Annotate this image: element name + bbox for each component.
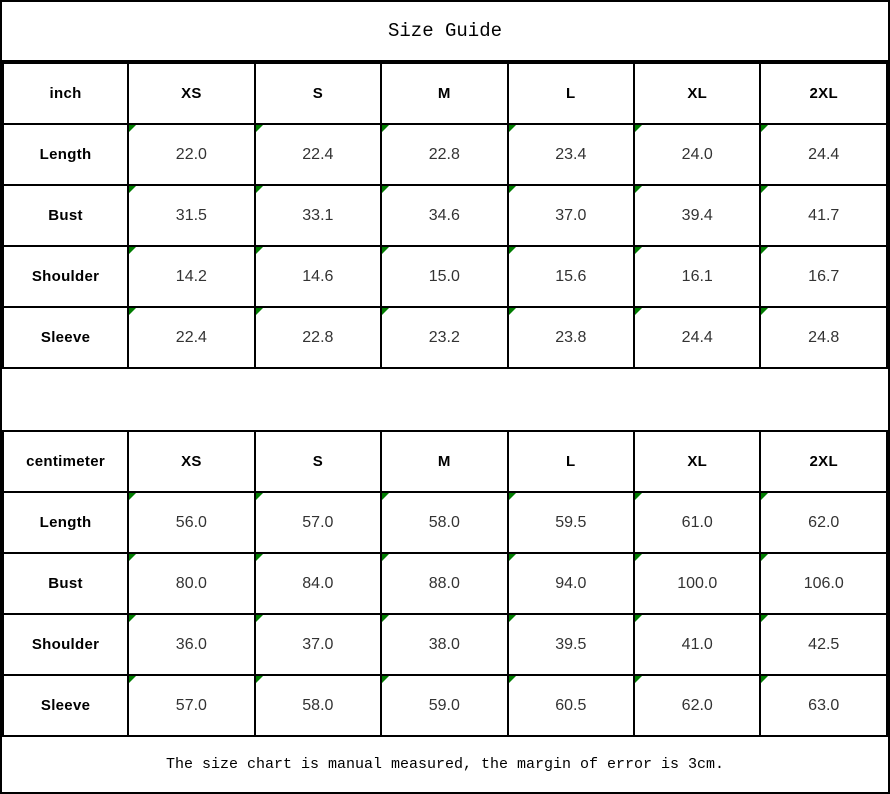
size-value: 39.4 <box>681 206 713 224</box>
size-header-cell: XS <box>128 431 254 492</box>
spacer-row <box>2 369 888 430</box>
comment-marker-icon <box>256 125 263 132</box>
table-row <box>3 553 887 614</box>
measurement-label-cell: Bust <box>3 185 128 246</box>
comment-marker-icon <box>256 554 263 561</box>
size-value: 23.2 <box>428 328 460 346</box>
size-value: 15.0 <box>428 267 460 285</box>
comment-marker-icon <box>761 247 768 254</box>
size-header-cell: S <box>255 63 381 124</box>
size-value-cell <box>128 675 254 736</box>
comment-marker-icon <box>761 308 768 315</box>
size-value-cell <box>255 614 381 675</box>
unit-header-cell: inch <box>3 63 128 124</box>
size-value: 38.0 <box>428 635 460 653</box>
comment-marker-icon <box>382 186 389 193</box>
size-value-cell <box>381 307 507 368</box>
size-value-cell <box>634 675 760 736</box>
size-value: 24.4 <box>808 145 840 163</box>
comment-marker-icon <box>509 493 516 500</box>
comment-marker-icon <box>761 676 768 683</box>
size-value-cell <box>760 246 887 307</box>
comment-marker-icon <box>382 615 389 622</box>
size-value-cell <box>760 492 887 553</box>
size-value-cell <box>634 124 760 185</box>
size-value: 106.0 <box>803 574 844 592</box>
measurement-label-cell: Bust <box>3 553 128 614</box>
inch-size-table <box>2 62 888 369</box>
size-value: 14.2 <box>175 267 207 285</box>
size-value-cell <box>255 246 381 307</box>
size-value: 31.5 <box>175 206 207 224</box>
size-header-cell: M <box>381 431 507 492</box>
table-row <box>3 124 887 185</box>
table-row <box>3 307 887 368</box>
size-header-cell: 2XL <box>760 63 887 124</box>
footer-row <box>2 737 888 792</box>
size-value: 61.0 <box>681 513 713 531</box>
size-value-cell <box>760 185 887 246</box>
size-value: 23.8 <box>555 328 587 346</box>
size-value-cell <box>381 614 507 675</box>
size-value-cell <box>255 553 381 614</box>
size-value-cell <box>508 124 634 185</box>
measurement-label-cell: Length <box>3 124 128 185</box>
size-value: 84.0 <box>302 574 334 592</box>
centimeter-header-row <box>3 431 887 492</box>
size-value-cell <box>128 124 254 185</box>
size-value-cell <box>760 124 887 185</box>
size-value: 41.0 <box>681 635 713 653</box>
comment-marker-icon <box>761 493 768 500</box>
size-value: 36.0 <box>175 635 207 653</box>
comment-marker-icon <box>509 308 516 315</box>
size-value-cell <box>128 553 254 614</box>
size-value: 80.0 <box>175 574 207 592</box>
size-value: 22.8 <box>428 145 460 163</box>
comment-marker-icon <box>509 247 516 254</box>
size-value: 24.8 <box>808 328 840 346</box>
size-header-cell: M <box>381 63 507 124</box>
comment-marker-icon <box>256 493 263 500</box>
size-value: 59.5 <box>555 513 587 531</box>
measurement-label-cell: Sleeve <box>3 675 128 736</box>
comment-marker-icon <box>129 615 136 622</box>
size-value-cell <box>381 675 507 736</box>
size-value-cell <box>760 675 887 736</box>
measurement-label-cell: Shoulder <box>3 614 128 675</box>
size-value: 59.0 <box>428 696 460 714</box>
comment-marker-icon <box>382 125 389 132</box>
title-row <box>2 2 888 62</box>
unit-header-cell: centimeter <box>3 431 128 492</box>
table-row <box>3 246 887 307</box>
size-value-cell <box>508 492 634 553</box>
size-value: 16.1 <box>681 267 713 285</box>
comment-marker-icon <box>509 125 516 132</box>
comment-marker-icon <box>635 247 642 254</box>
size-value: 58.0 <box>428 513 460 531</box>
comment-marker-icon <box>129 676 136 683</box>
size-value-cell <box>381 553 507 614</box>
size-value: 58.0 <box>302 696 334 714</box>
size-value: 22.8 <box>302 328 334 346</box>
comment-marker-icon <box>635 125 642 132</box>
size-value-cell <box>508 614 634 675</box>
comment-marker-icon <box>256 308 263 315</box>
size-value: 41.7 <box>808 206 840 224</box>
size-value: 22.4 <box>175 328 207 346</box>
size-header-cell: XL <box>634 63 760 124</box>
comment-marker-icon <box>509 554 516 561</box>
comment-marker-icon <box>761 554 768 561</box>
table-row <box>3 675 887 736</box>
size-value-cell <box>634 614 760 675</box>
comment-marker-icon <box>509 676 516 683</box>
size-value-cell <box>634 553 760 614</box>
size-value-cell <box>255 307 381 368</box>
comment-marker-icon <box>761 615 768 622</box>
comment-marker-icon <box>256 247 263 254</box>
size-value: 39.5 <box>555 635 587 653</box>
comment-marker-icon <box>635 493 642 500</box>
size-value-cell <box>255 675 381 736</box>
inch-header-row <box>3 63 887 124</box>
measurement-label-cell: Sleeve <box>3 307 128 368</box>
size-value: 62.0 <box>808 513 840 531</box>
comment-marker-icon <box>635 676 642 683</box>
size-value: 63.0 <box>808 696 840 714</box>
size-value-cell <box>128 614 254 675</box>
size-value: 88.0 <box>428 574 460 592</box>
size-value: 16.7 <box>808 267 840 285</box>
size-value: 37.0 <box>302 635 334 653</box>
comment-marker-icon <box>129 186 136 193</box>
size-value-cell <box>128 307 254 368</box>
size-value-cell <box>760 614 887 675</box>
size-value-cell <box>128 185 254 246</box>
size-value-cell <box>760 307 887 368</box>
comment-marker-icon <box>635 186 642 193</box>
comment-marker-icon <box>129 554 136 561</box>
size-value: 57.0 <box>175 696 207 714</box>
size-value: 94.0 <box>555 574 587 592</box>
size-value: 22.4 <box>302 145 334 163</box>
table-row <box>3 492 887 553</box>
size-header-cell: 2XL <box>760 431 887 492</box>
table-row <box>3 614 887 675</box>
size-value-cell <box>634 246 760 307</box>
comment-marker-icon <box>382 554 389 561</box>
footer-note: The size chart is manual measured, the margin of error is 3cm. <box>165 756 725 773</box>
size-header-cell: XS <box>128 63 254 124</box>
table-row <box>3 185 887 246</box>
size-value-cell <box>128 246 254 307</box>
centimeter-size-table <box>2 430 888 737</box>
comment-marker-icon <box>382 308 389 315</box>
size-value-cell <box>508 246 634 307</box>
size-value: 22.0 <box>175 145 207 163</box>
comment-marker-icon <box>382 247 389 254</box>
size-value-cell <box>255 492 381 553</box>
page-title: Size Guide <box>387 20 503 42</box>
size-value: 24.0 <box>681 145 713 163</box>
size-header-cell: L <box>508 431 634 492</box>
comment-marker-icon <box>635 308 642 315</box>
comment-marker-icon <box>761 186 768 193</box>
size-value: 57.0 <box>302 513 334 531</box>
size-value: 14.6 <box>302 267 334 285</box>
size-value: 34.6 <box>428 206 460 224</box>
size-value-cell <box>634 492 760 553</box>
size-value: 15.6 <box>555 267 587 285</box>
size-value-cell <box>634 307 760 368</box>
size-value-cell <box>508 553 634 614</box>
measurement-label-cell: Length <box>3 492 128 553</box>
size-value-cell <box>381 492 507 553</box>
size-value: 42.5 <box>808 635 840 653</box>
size-value: 37.0 <box>555 206 587 224</box>
size-value-cell <box>381 124 507 185</box>
comment-marker-icon <box>635 615 642 622</box>
size-value-cell <box>381 246 507 307</box>
comment-marker-icon <box>256 615 263 622</box>
comment-marker-icon <box>129 247 136 254</box>
comment-marker-icon <box>509 615 516 622</box>
size-value-cell <box>508 185 634 246</box>
size-value: 60.5 <box>555 696 587 714</box>
size-value-cell <box>128 492 254 553</box>
size-value-cell <box>508 307 634 368</box>
size-value: 24.4 <box>681 328 713 346</box>
size-value: 62.0 <box>681 696 713 714</box>
comment-marker-icon <box>129 493 136 500</box>
size-value: 23.4 <box>555 145 587 163</box>
comment-marker-icon <box>509 186 516 193</box>
comment-marker-icon <box>382 493 389 500</box>
size-value: 33.1 <box>302 206 334 224</box>
comment-marker-icon <box>129 125 136 132</box>
size-value: 100.0 <box>677 574 718 592</box>
comment-marker-icon <box>256 186 263 193</box>
comment-marker-icon <box>761 125 768 132</box>
size-header-cell: XL <box>634 431 760 492</box>
size-value: 56.0 <box>175 513 207 531</box>
comment-marker-icon <box>256 676 263 683</box>
size-value-cell <box>255 185 381 246</box>
comment-marker-icon <box>382 676 389 683</box>
comment-marker-icon <box>129 308 136 315</box>
measurement-label-cell: Shoulder <box>3 246 128 307</box>
size-value-cell <box>634 185 760 246</box>
size-value-cell <box>381 185 507 246</box>
size-value-cell <box>255 124 381 185</box>
size-header-cell: S <box>255 431 381 492</box>
size-value-cell <box>760 553 887 614</box>
size-value-cell <box>508 675 634 736</box>
comment-marker-icon <box>635 554 642 561</box>
size-header-cell: L <box>508 63 634 124</box>
